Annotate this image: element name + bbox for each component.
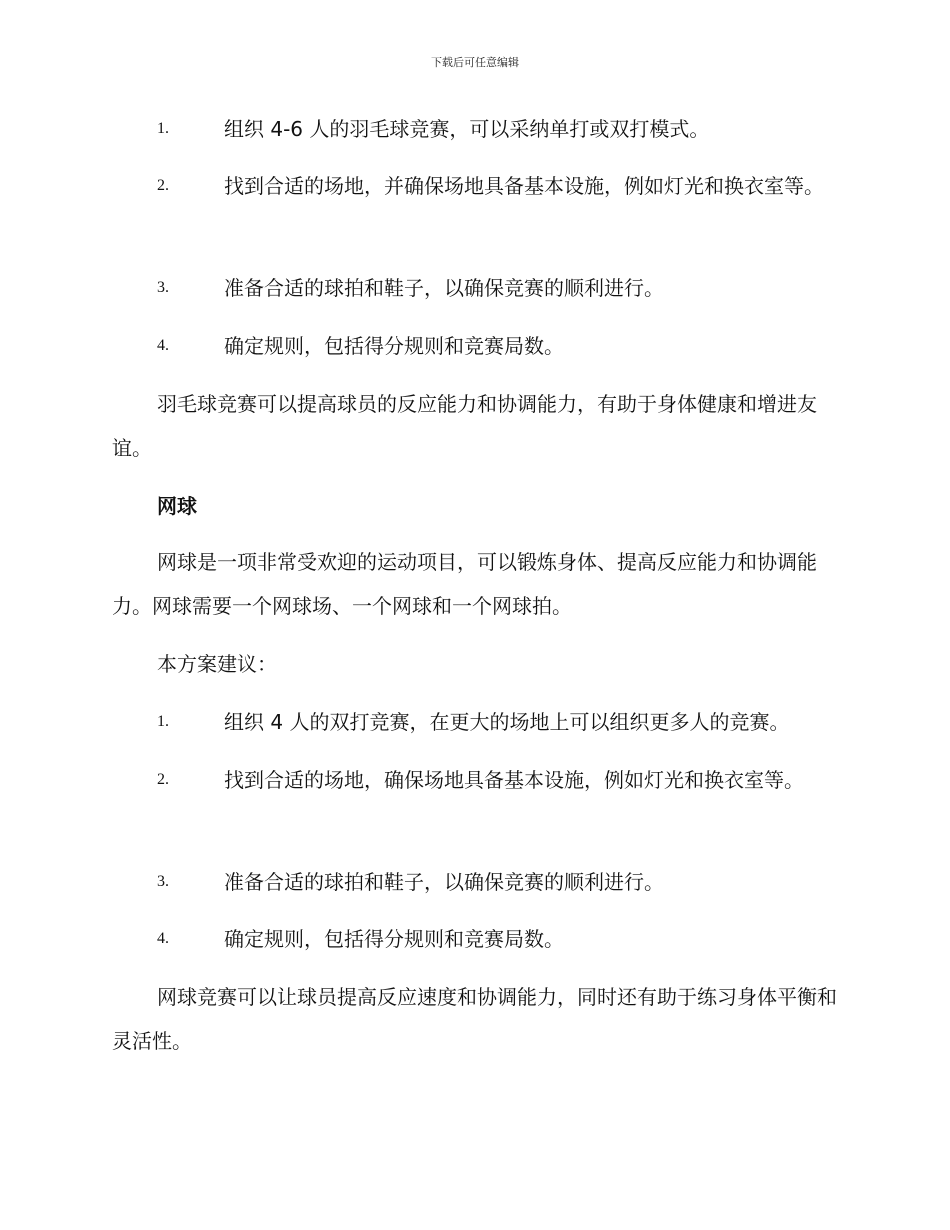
list-text: 组织 4-6 人的羽毛球竞赛，可以采纳单打或双打模式。 — [224, 117, 710, 141]
list-number: 4. — [157, 930, 169, 947]
list-number: 3. — [157, 873, 169, 890]
list-number: 2. — [157, 771, 169, 788]
list-number: 4. — [157, 337, 169, 354]
list-text: 确定规则，包括得分规则和竞赛局数。 — [224, 927, 564, 951]
badminton-summary: 羽毛球竞赛可以提高球员的反应能力和协调能力，有助于身体健康和增进友谊。 — [112, 392, 817, 460]
list-number: 3. — [157, 279, 169, 296]
list-number: 1. — [157, 120, 169, 137]
list-text: 组织 4 人的双打竞赛，在更大的场地上可以组织更多人的竞赛。 — [224, 710, 790, 734]
list-item — [112, 324, 837, 368]
tennis-summary: 网球竞赛可以让球员提高反应速度和协调能力，同时还有助于练习身体平衡和灵活性。 — [112, 985, 837, 1053]
list-item — [112, 917, 837, 961]
list-text: 确定规则，包括得分规则和竞赛局数。 — [224, 334, 564, 358]
list-item — [112, 700, 837, 744]
tennis-intro: 网球是一项非常受欢迎的运动项目，可以锻炼身体、提高反应能力和协调能力。网球需要一个网球场、一个网球和一个网球拍。 — [112, 550, 817, 618]
list-item — [112, 164, 837, 208]
list-item — [112, 860, 837, 904]
suggestion-label: 本方案建议： — [157, 652, 277, 676]
list-text: 找到合适的场地，确保场地具备基本设施，例如灯光和换衣室等。 — [224, 768, 804, 792]
list-number: 2. — [157, 177, 169, 194]
list-item — [112, 758, 837, 802]
list-text: 准备合适的球拍和鞋子，以确保竞赛的顺利进行。 — [224, 870, 664, 894]
list-item — [112, 266, 837, 310]
section-heading: 网球 — [157, 494, 197, 518]
list-text: 准备合适的球拍和鞋子，以确保竞赛的顺利进行。 — [224, 276, 664, 300]
list-text: 找到合适的场地，并确保场地具备基本设施，例如灯光和换衣室等。 — [224, 174, 824, 198]
list-item — [112, 107, 837, 151]
list-number: 1. — [157, 713, 169, 730]
header-note: 下载后可任意编辑 — [431, 56, 519, 69]
